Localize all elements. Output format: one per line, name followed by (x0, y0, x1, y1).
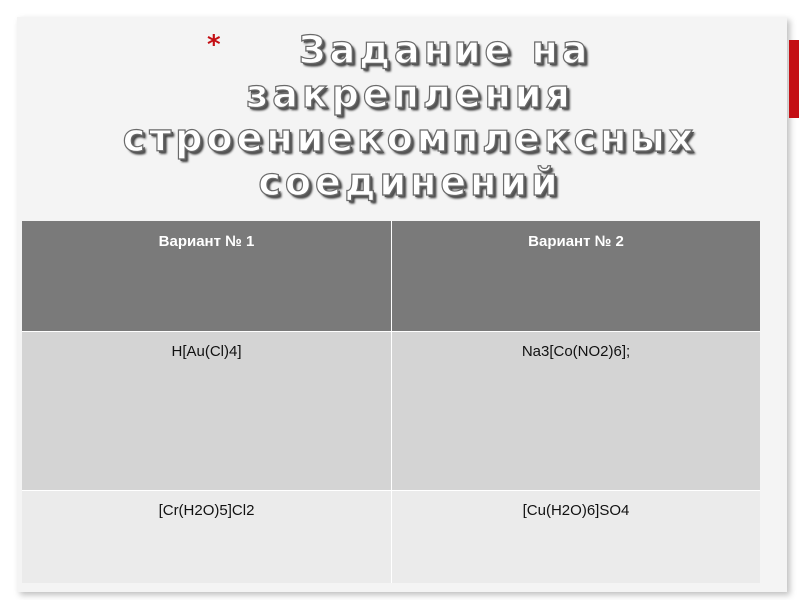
table-cell: H[Au(Cl)4] (22, 332, 392, 491)
table-row (22, 332, 760, 491)
title-line-4: соединений (258, 160, 562, 204)
slide-title (60, 28, 760, 204)
table-cell: [Cu(H2O)6]SO4 (392, 491, 761, 584)
title-line-3: строениекомплексных (122, 116, 698, 160)
table-cell: Na3[Co(NO2)6]; (392, 332, 761, 491)
accent-bar (789, 40, 799, 118)
title-bullet: * (207, 30, 221, 60)
header-variant-2: Вариант № 2 (392, 221, 761, 332)
table-cell: [Cr(H2O)5]Cl2 (22, 491, 392, 584)
table-header-row (22, 221, 760, 332)
title-line-2: закрепления (246, 72, 574, 116)
variants-table (22, 221, 760, 583)
title-line-1: Задание на (298, 28, 592, 72)
header-variant-1: Вариант № 1 (22, 221, 392, 332)
table-row (22, 491, 760, 584)
